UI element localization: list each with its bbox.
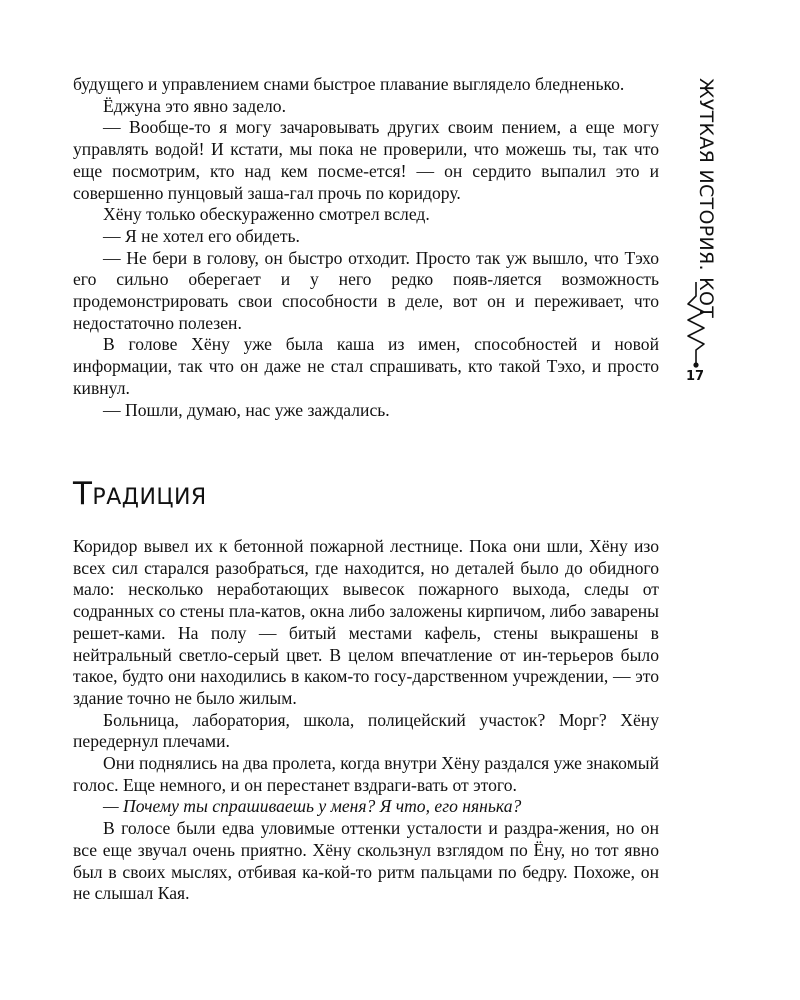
paragraph: В голове Хёну уже была каша из имен, способностей и новой информации, так что он даже не стал спрашивать, кто такой Тэхо, и просто кивнул. [73,334,659,398]
paragraph: — Вообще-то я могу зачаровывать других своим пением, а еще могу управлять водой! И кстати, мы пока не проверили, что можешь ты, так что еще посмотрим, кто над кем посме-ется! — он сердито выпалил это и совершенно пунцовый заша-гал прочь по коридору. [73,117,659,203]
body-text-top [73,74,659,421]
paragraph: Ёджуна это явно задело. [103,95,286,116]
body-text-bottom [73,536,659,905]
paragraph: Больница, лаборатория, школа, полицейский участок? Морг? Хёну передернул плечами. [73,709,659,752]
running-head-title: ЖУТКАЯ ИСТОРИЯ. КОТ [695,78,717,319]
paragraph-italic: — Почему ты спрашиваешь у меня? Я что, его нянька? [103,796,522,817]
page-number: 17 [686,369,705,384]
paragraph: Они поднялись на два пролета, когда внутри Хёну раздался уже знакомый голос. Еще немного, и он перестанет вздраги-вать от этого. [73,753,659,795]
paragraph: В голосе были едва уловимые оттенки усталости и раздра-жения, но он все еще звучал очень приятно. Хёну скользнул взглядом по Ёну, но тот явно был в своих мыслях, отбивая ка-кой-то ритм пальцами по бедру. Похоже, он не слышал Кая. [73,818,659,904]
paragraph: будущего и управлением снами быстрое плавание выглядело бледненько. [73,74,625,94]
heartbeat-line-icon [676,282,716,372]
paragraph: Коридор вывел их к бетонной пожарной лестнице. Пока они шли, Хёну изо всех сил старался разобраться, где находится, но деталей было до обидного мало: несколько неработающих вывесок пожарного выхода, следы от содранных со стены пла-катов, окна либо заложены кирпичом, либо заварены решет-ками. На полу — битый местами кафель, стены выкрашены в нейтральный светло-серый цвет. В целом впечатление от ин-терьеров было такое, будто они находились в каком-то госу-дарственном учреждении, — это здание точно не было жилым. [73,536,659,708]
paragraph: — Пошли, думаю, нас уже заждались. [103,399,390,420]
paragraph: — Я не хотел его обидеть. [103,225,300,246]
paragraph: Хёну только обескураженно смотрел вслед. [103,204,430,225]
section-title: Традиция [73,476,207,512]
paragraph: — Не бери в голову, он быстро отходит. Просто так уж вышло, что Тэхо его сильно оберегает и у него редко появ-ляется возможность продемонстрировать свои способности в деле, вот он и переживает, что недостаточно полезен. [73,247,659,333]
